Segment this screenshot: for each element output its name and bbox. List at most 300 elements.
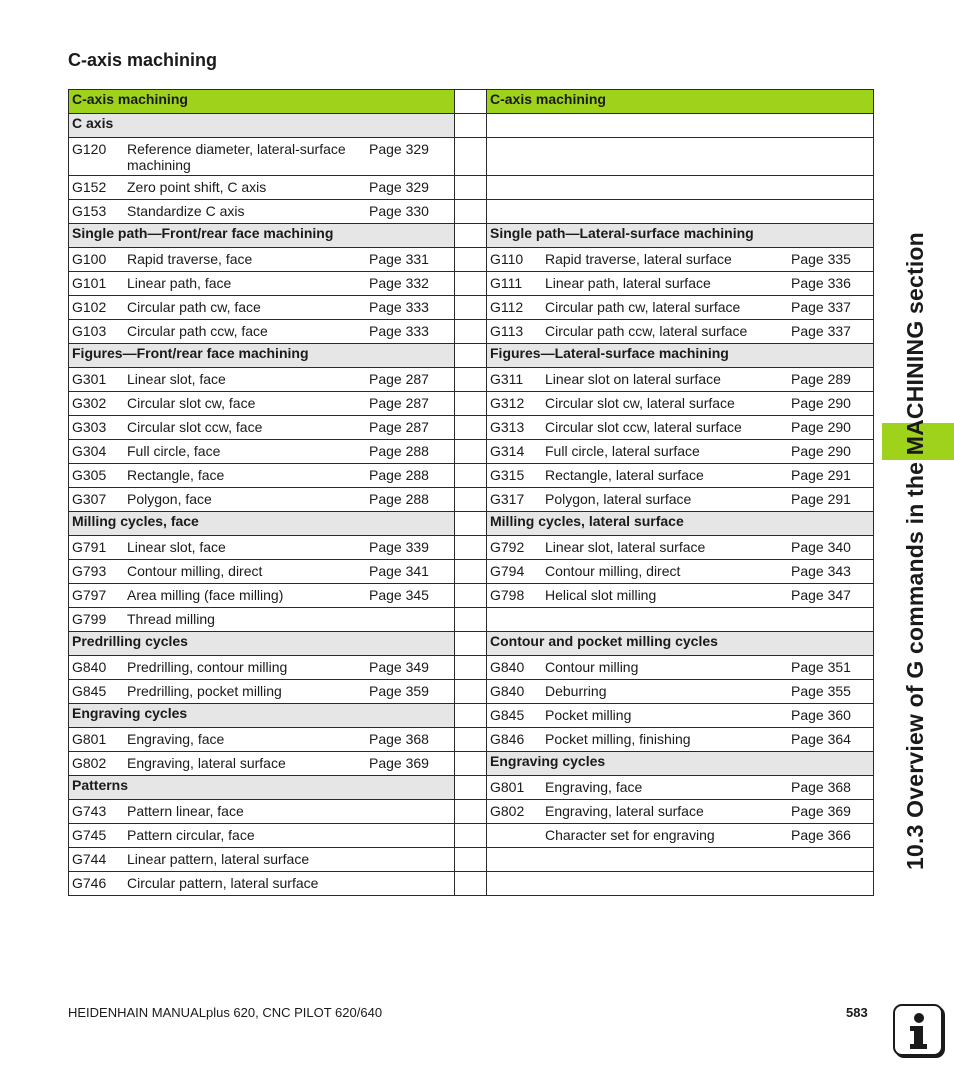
page-reference: Page 333 [369,299,429,315]
left-cell [69,800,455,824]
page-reference: Page 289 [791,371,851,387]
left-cell [69,512,455,536]
right-cell [487,114,874,138]
command-description: Rapid traverse, lateral surface [545,251,732,267]
cell-content [69,536,454,557]
right-cell [487,752,874,776]
g-code: G307 [72,491,107,507]
command-description: Linear slot on lateral surface [545,371,721,387]
command-description: Rapid traverse, face [127,251,253,267]
g-code: G305 [72,467,107,483]
command-description: Pocket milling, finishing [545,731,691,747]
gap-cell [455,560,487,584]
g-code: G312 [490,395,525,411]
gap-cell [455,632,487,656]
command-description: Full circle, lateral surface [545,443,700,459]
gap-cell [455,272,487,296]
right-cell [487,776,874,800]
page-reference: Page 364 [791,731,851,747]
right-cell [487,488,874,512]
gap-cell [455,656,487,680]
command-description: Engraving, face [545,779,643,795]
footer-page-number: 583 [846,1005,868,1020]
command-description: Contour milling, direct [545,563,681,579]
g-code: G846 [490,731,525,747]
page-reference: Page 355 [791,683,851,699]
cell-content [69,90,454,108]
table-row [69,584,874,608]
gap-cell [455,368,487,392]
right-cell [487,704,874,728]
left-cell [69,464,455,488]
command-description: Standardize C axis [127,203,245,219]
left-cell [69,416,455,440]
table-row [69,90,874,114]
cell-content [487,704,873,725]
g-code: G845 [490,707,525,723]
section-title: C-axis machining [72,91,188,107]
gap-cell [455,488,487,512]
table-row [69,560,874,584]
page-reference: Page 369 [369,755,429,771]
g-code: G103 [72,323,107,339]
g-code: G112 [490,299,524,315]
g-code: G794 [490,563,525,579]
left-cell [69,824,455,848]
page-reference: Page 290 [791,443,851,459]
g-code: G110 [490,251,524,267]
cell-content [69,114,454,132]
table-row [69,248,874,272]
cell-content [69,440,454,461]
g-code: G791 [72,539,107,555]
right-cell [487,728,874,752]
right-cell [487,296,874,320]
right-cell [487,320,874,344]
table-row [69,752,874,776]
gap-cell [455,704,487,728]
footer-manual-title: HEIDENHAIN MANUALplus 620, CNC PILOT 620/640 [68,1005,383,1020]
command-description: Engraving, face [127,731,225,747]
command-description: Circular path cw, lateral surface [545,299,741,315]
command-description: Engraving, lateral surface [127,755,286,771]
right-cell [487,248,874,272]
g-code: G802 [490,803,525,819]
page-reference: Page 337 [791,323,851,339]
cell-content [487,512,873,530]
right-cell [487,392,874,416]
cell-content [487,392,873,413]
cell-content [487,272,873,293]
cell-content [487,584,873,605]
cell-content [69,200,454,221]
command-description: Polygon, face [127,491,212,507]
left-cell [69,392,455,416]
right-cell [487,200,874,224]
page-reference: Page 351 [791,659,851,675]
section-title: Figures—Lateral-surface machining [490,345,729,361]
right-cell [487,608,874,632]
left-cell [69,632,455,656]
command-description: Pattern linear, face [127,803,244,819]
g-code: G120 [72,141,107,157]
left-cell [69,224,455,248]
command-description: Full circle, face [127,443,221,459]
command-description: Rectangle, lateral surface [545,467,704,483]
gap-cell [455,728,487,752]
g-code: G743 [72,803,107,819]
command-description: Linear slot, lateral surface [545,539,706,555]
section-title: C axis [72,115,114,131]
right-cell [487,536,874,560]
section-title: Engraving cycles [490,753,606,769]
g-code: G799 [72,611,107,627]
page-reference: Page 288 [369,443,429,459]
page-reference: Page 330 [369,203,429,219]
cell-content [487,90,873,108]
gap-cell [455,824,487,848]
table-row [69,440,874,464]
page-reference: Page 340 [791,539,851,555]
cell-content [69,848,454,869]
table-row [69,176,874,200]
gap-cell [455,872,487,896]
left-cell [69,248,455,272]
gap-cell [455,344,487,368]
section-heading: C-axis machining [68,50,218,70]
g-code: G304 [72,443,107,459]
page-reference: Page 288 [369,467,429,483]
left-cell [69,704,455,728]
cell-content [487,656,873,677]
command-description: Circular slot cw, lateral surface [545,395,735,411]
left-cell [69,752,455,776]
table-row [69,416,874,440]
g-code: G802 [72,755,107,771]
right-cell [487,824,874,848]
page-reference: Page 341 [369,563,429,579]
g-code: G302 [72,395,107,411]
cell-content [487,632,873,650]
cell-content [69,392,454,413]
cell-content [487,752,873,770]
command-description: Pattern circular, face [127,827,255,843]
cell-content [69,680,454,701]
table-row [69,224,874,248]
section-title: Patterns [72,777,129,793]
g-code: G313 [490,419,525,435]
g-code: G793 [72,563,107,579]
gap-cell [455,584,487,608]
table-row [69,464,874,488]
section-title: Predrilling cycles [72,633,188,649]
gap-cell [455,440,487,464]
command-description: Zero point shift, C axis [127,179,267,195]
left-cell [69,848,455,872]
command-description: Linear slot, face [127,371,226,387]
right-cell [487,560,874,584]
table-row [69,344,874,368]
table-row [69,704,874,728]
table-row [69,296,874,320]
right-cell [487,872,874,896]
command-description: Thread milling [127,611,215,627]
command-description: Linear path, lateral surface [545,275,711,291]
chapter-sidebar-title: 10.3 Overview of G commands in the MACHINING section [902,232,928,870]
cell-content [487,536,873,557]
page-reference: Page 291 [791,467,851,483]
g-code: G840 [490,683,525,699]
cell-content [69,464,454,485]
table-row [69,824,874,848]
page-reference: Page 335 [791,251,851,267]
page-reference: Page 336 [791,275,851,291]
table-row [69,776,874,800]
page-reference: Page 337 [791,299,851,315]
section-title: C-axis machining [490,91,606,107]
right-cell [487,848,874,872]
table-row [69,800,874,824]
table-row [69,536,874,560]
cell-content [69,584,454,605]
g-code: G801 [490,779,525,795]
command-description: Contour milling, direct [127,563,263,579]
cell-content [487,776,873,797]
cell-content [69,800,454,821]
g-code: G746 [72,875,107,891]
gap-cell [455,248,487,272]
table-row [69,272,874,296]
g-code: G792 [490,539,525,555]
gap-cell [455,416,487,440]
table-row [69,680,874,704]
cell-content [69,632,454,650]
command-description: Predrilling, contour milling [127,659,288,675]
g-code: G100 [72,251,107,267]
left-cell [69,608,455,632]
right-cell [487,138,874,176]
g-code: G840 [72,659,107,675]
page-reference: Page 343 [791,563,851,579]
cell-content [69,704,454,722]
cell-content [69,272,454,293]
right-cell [487,656,874,680]
g-command-table [68,89,874,896]
right-cell [487,90,874,114]
g-code: G798 [490,587,525,603]
gap-cell [455,752,487,776]
table-row [69,848,874,872]
cell-content [69,248,454,269]
gap-cell [455,536,487,560]
cell-content [487,560,873,581]
cell-content [69,224,454,242]
page-reference: Page 288 [369,491,429,507]
table-row [69,138,874,176]
cell-content [69,344,454,362]
command-description: Pocket milling [545,707,632,723]
gap-cell [455,224,487,248]
g-code: G311 [490,371,524,387]
page-reference: Page 329 [369,141,429,157]
cell-content [487,728,873,749]
table-row [69,872,874,896]
page-reference: Page 349 [369,659,429,675]
left-cell [69,776,455,800]
cell-content [69,416,454,437]
cell-content [487,800,873,821]
cell-content [69,656,454,677]
left-cell [69,440,455,464]
page-reference: Page 331 [369,251,429,267]
right-cell [487,632,874,656]
section-title: Milling cycles, face [72,513,199,529]
page-reference: Page 345 [369,587,429,603]
page-reference: Page 290 [791,419,851,435]
page-reference: Page 291 [791,491,851,507]
page-reference: Page 287 [369,395,429,411]
command-description: Linear pattern, lateral surface [127,851,310,867]
section-title: Figures—Front/rear face machining [72,345,309,361]
cell-content [69,824,454,845]
cell-content [69,296,454,317]
g-code: G745 [72,827,107,843]
gap-cell [455,800,487,824]
cell-content [487,680,873,701]
section-title: Single path—Front/rear face machining [72,225,334,241]
right-cell [487,344,874,368]
left-cell [69,728,455,752]
left-cell [69,344,455,368]
g-code: G315 [490,467,525,483]
gap-cell [455,392,487,416]
cell-content [69,872,454,893]
table-row [69,656,874,680]
command-description: Circular slot cw, face [127,395,256,411]
cell-content [487,416,873,437]
left-cell [69,680,455,704]
gap-cell [455,464,487,488]
command-description: Rectangle, face [127,467,225,483]
command-description: Deburring [545,683,607,699]
gap-cell [455,90,487,114]
command-description: Character set for engraving [545,827,715,843]
info-icon [893,1004,943,1056]
gap-cell [455,296,487,320]
page-reference: Page 366 [791,827,851,843]
table-row [69,488,874,512]
g-code: G744 [72,851,107,867]
page-reference: Page 339 [369,539,429,555]
g-code: G314 [490,443,525,459]
cell-content [69,752,454,773]
page-reference: Page 359 [369,683,429,699]
right-cell [487,176,874,200]
right-cell [487,464,874,488]
g-code: G303 [72,419,107,435]
left-cell [69,536,455,560]
command-description: Area milling (face milling) [127,587,284,603]
cell-content [487,296,873,317]
right-cell [487,224,874,248]
table-row [69,114,874,138]
cell-content [487,344,873,362]
page-reference: Page 290 [791,395,851,411]
page-reference: Page 287 [369,371,429,387]
table-row [69,608,874,632]
page-reference: Page 369 [791,803,851,819]
g-code: G845 [72,683,107,699]
right-cell [487,584,874,608]
command-description: Predrilling, pocket milling [127,683,282,699]
table-row [69,200,874,224]
left-cell [69,656,455,680]
gap-cell [455,680,487,704]
right-cell [487,440,874,464]
gap-cell [455,320,487,344]
command-description: Reference diameter, lateral-surface machining [127,141,346,173]
cell-content [69,728,454,749]
table-row [69,368,874,392]
gap-cell [455,512,487,536]
left-cell [69,560,455,584]
gap-cell [455,776,487,800]
cell-content [69,512,454,530]
page-reference: Page 368 [791,779,851,795]
right-cell [487,416,874,440]
left-cell [69,488,455,512]
page-reference: Page 287 [369,419,429,435]
table-row [69,728,874,752]
cell-content [487,440,873,461]
cell-content [69,488,454,509]
left-cell [69,138,455,176]
right-cell [487,680,874,704]
cell-content [69,320,454,341]
section-title: Single path—Lateral-surface machining [490,225,754,241]
cell-content [69,776,454,794]
command-description: Contour milling [545,659,639,675]
g-code: G840 [490,659,525,675]
section-title: Milling cycles, lateral surface [490,513,684,529]
section-title: Contour and pocket milling cycles [490,633,718,649]
command-description: Circular path cw, face [127,299,261,315]
left-cell [69,368,455,392]
section-title: Engraving cycles [72,705,188,721]
g-code: G111 [490,275,523,291]
page-reference: Page 347 [791,587,851,603]
g-code: G797 [72,587,107,603]
g-code: G801 [72,731,107,747]
cell-content [487,368,873,389]
table-row [69,392,874,416]
cell-content [487,488,873,509]
left-cell [69,272,455,296]
left-cell [69,114,455,138]
cell-content [487,464,873,485]
cell-content [487,320,873,341]
page-reference: Page 333 [369,323,429,339]
g-code: G101 [72,275,107,291]
right-cell [487,512,874,536]
cell-content [69,560,454,581]
command-description: Circular pattern, lateral surface [127,875,319,891]
gap-cell [455,176,487,200]
g-code: G317 [490,491,525,507]
left-cell [69,872,455,896]
left-cell [69,200,455,224]
command-description: Polygon, lateral surface [545,491,692,507]
